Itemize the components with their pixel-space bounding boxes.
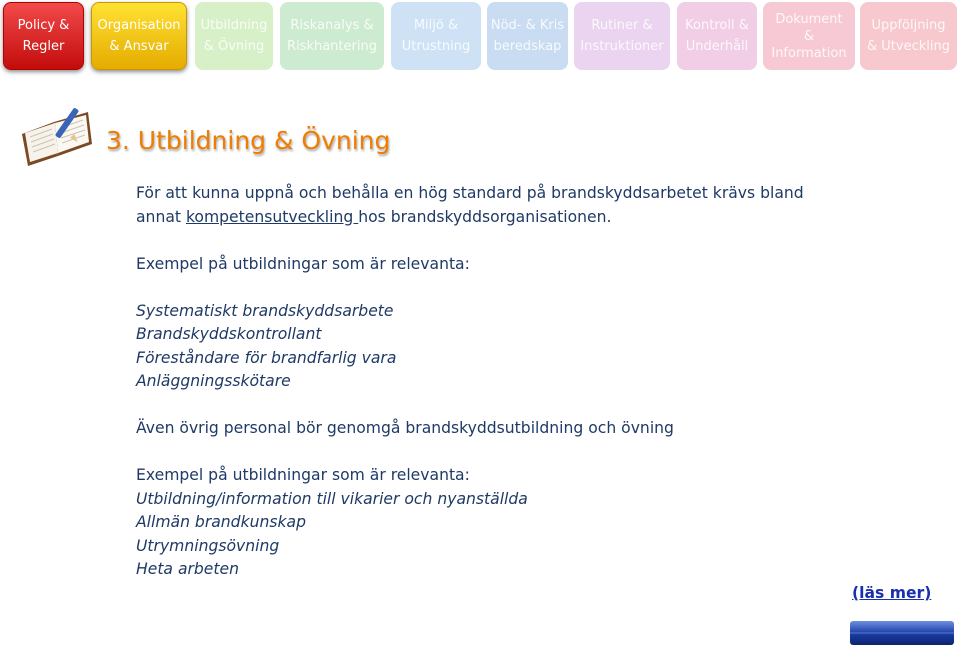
main-content [136, 182, 856, 582]
list-item: Brandskyddskontrollant [136, 325, 322, 343]
top-navigation [0, 0, 960, 74]
intro-line-2: annat kompetensutveckling hos brandskyddsorganisationen. [136, 207, 612, 226]
tab-utbildning-ovning[interactable]: Utbildning & Övning [195, 2, 273, 70]
tab-kontroll-underhall[interactable]: Kontroll & Underhåll [677, 2, 757, 70]
tab-riskanalys[interactable]: Riskanalys & Riskhantering [280, 2, 384, 70]
examples-heading-1: Exempel på utbildningar som är relevanta: [136, 254, 470, 273]
tab-policy-regler[interactable]: Policy & Regler [3, 2, 84, 70]
intro-line-1: För att kunna uppnå och behålla en hög standard på brandskyddsarbetet krävs bland [136, 184, 804, 202]
tab-nod-kris-beredskap[interactable]: Nöd- & Kris beredskap [487, 2, 568, 70]
list-item: Heta arbeten [136, 560, 239, 578]
list-item: Systematiskt brandskyddsarbete [136, 301, 394, 320]
page-title: 3. Utbildning & Övning [106, 126, 391, 155]
read-more-link[interactable]: (läs mer) [852, 584, 932, 602]
list-item: Utrymningsövning [136, 536, 280, 555]
tab-dokument-information[interactable]: Dokument & Information [763, 2, 855, 70]
examples-heading-2: Exempel på utbildningar som är relevanta: [136, 466, 470, 484]
other-staff-text: Även övrig personal bör genomgå brandskyddsutbildning och övning [136, 419, 674, 437]
tab-rutiner-instruktioner[interactable]: Rutiner & Instruktioner [574, 2, 670, 70]
section-header [18, 104, 618, 174]
kompetensutveckling-link[interactable]: kompetensutveckling [185, 207, 359, 226]
tab-uppfoljning-utveckling[interactable]: Uppföljning & Utveckling [860, 2, 957, 70]
tab-miljo-utrustning[interactable]: Miljö & Utrustning [391, 2, 481, 70]
list-item: Allmän brandkunskap [136, 513, 306, 531]
sequro-logo [850, 618, 954, 648]
open-book-icon [18, 104, 100, 168]
list-item: Utbildning/information till vikarier och nyanställda [136, 489, 528, 508]
list-item: Anläggningsskötare [136, 372, 291, 390]
tab-organisation-ansvar[interactable]: Organisation & Ansvar [91, 2, 187, 70]
list-item: Föreståndare för brandfarlig vara [136, 348, 397, 367]
